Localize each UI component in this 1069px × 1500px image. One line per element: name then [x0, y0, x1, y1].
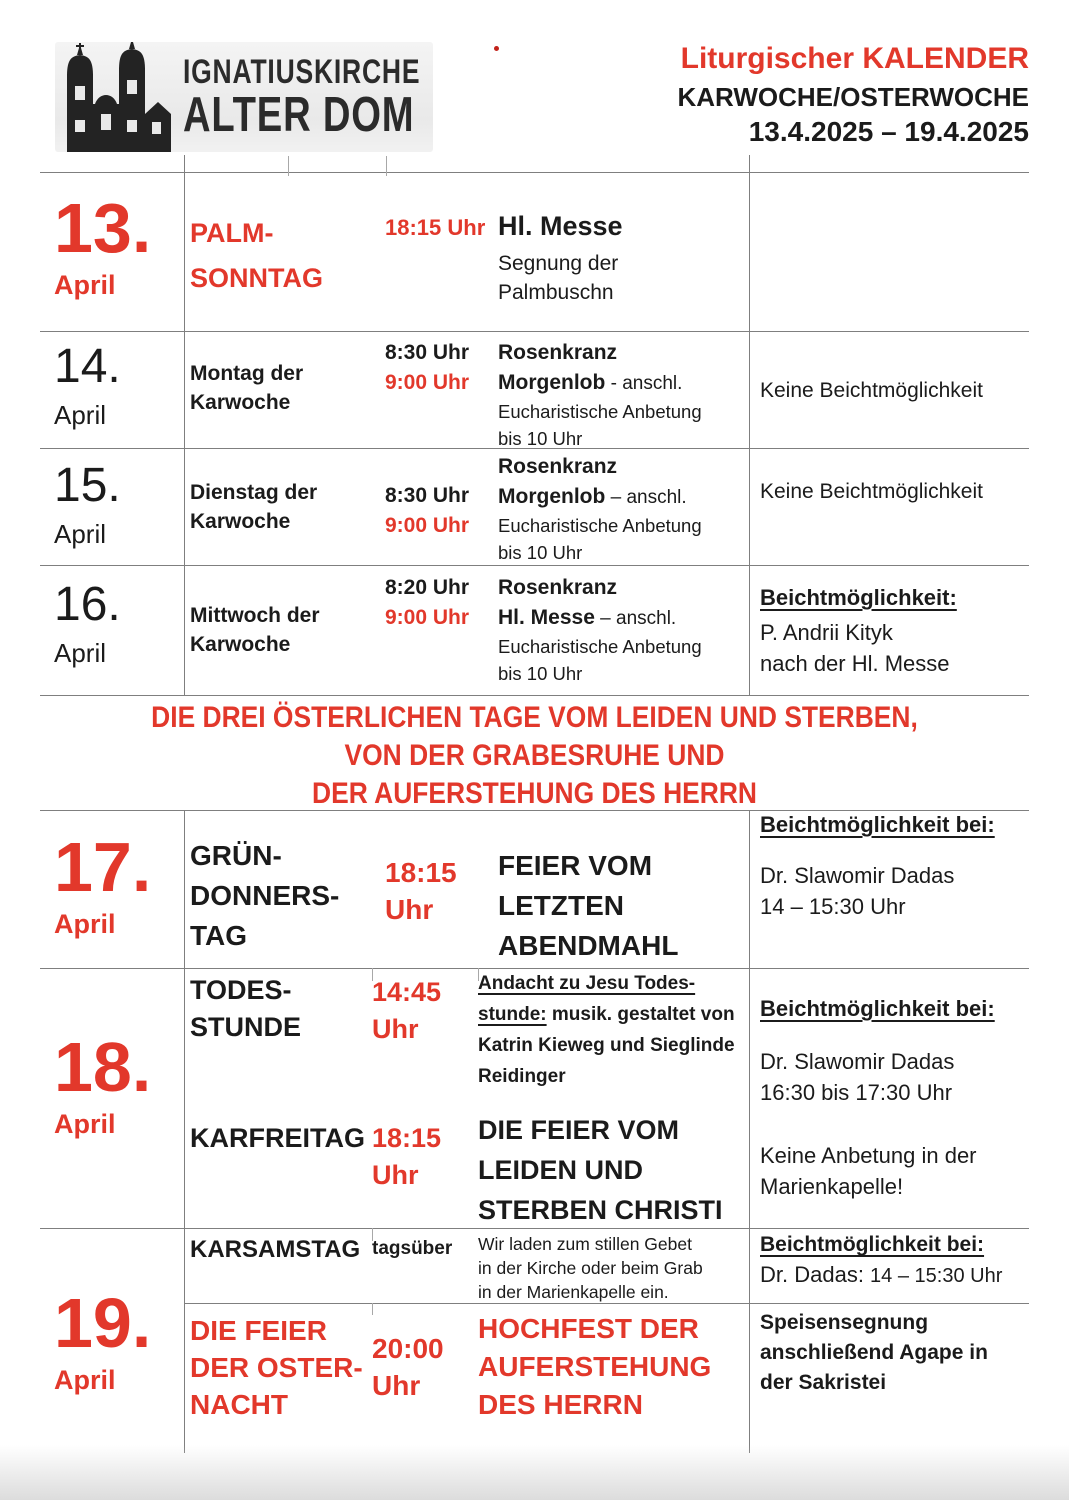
date-cell	[40, 1028, 184, 1140]
event-cell: Rosenkranz Hl. Messe – anschl. Eucharistische Anbetung bis 10 Uhr	[498, 576, 702, 684]
event-time: 14:45 Uhr	[372, 977, 442, 1044]
confession-note: Beichtmöglichkeit bei: Dr. Slawomir Dadas 16:30 bis 17:30 Uhr Keine Anbetung in der Marienkapelle!	[760, 996, 1022, 1202]
triduum-banner: DIE DREI ÖSTERLICHEN TAGE VOM LEIDEN UND STERBEN, VON DER GRABESRUHE UND DER AUFERSTEHUNG DES HERRN	[151, 701, 918, 810]
date-cell	[40, 828, 184, 940]
confession-heading: Beichtmöglichkeit bei:	[760, 1233, 985, 1256]
date-number: 16.	[54, 578, 121, 631]
row-april-19	[40, 1228, 1029, 1453]
confession-note: Beichtmöglichkeit bei: Dr. Dadas: 14 – 15:30 Uhr	[760, 1233, 1022, 1288]
date-number: 14.	[54, 340, 121, 393]
date-cell	[40, 189, 184, 301]
date-number: 19.	[54, 1284, 152, 1362]
day-label: PALM- SONNTAG	[190, 218, 323, 293]
red-dot-artifact	[494, 46, 499, 51]
day-label-todesstunde: TODES- STUNDE	[190, 975, 302, 1042]
date-cell	[40, 579, 184, 669]
day-label: GRÜN- DONNERS- TAG	[190, 840, 340, 951]
event-cell: Andacht zu Jesu Todes-stunde: musik. gestaltet von Katrin Kieweg und Sieglinde Reidinger	[478, 973, 735, 1087]
row-april-17	[40, 810, 1029, 968]
event-cell: FEIER VOM LETZTEN ABENDMAHL	[498, 850, 679, 961]
event-time: tagsüber	[372, 1238, 453, 1259]
date-cell	[40, 460, 184, 550]
row-april-13	[40, 173, 1029, 331]
row-april-14	[40, 331, 1029, 448]
event-cell: Rosenkranz Morgenlob - anschl. Eucharistische Anbetung bis 10 Uhr	[498, 341, 702, 449]
church-towers-icon	[57, 42, 179, 154]
date-cell	[40, 1284, 184, 1396]
event-cell: HOCHFEST DER AUFERSTEHUNG DES HERRN	[478, 1313, 712, 1420]
date-month: April	[54, 399, 107, 430]
date-month: April	[54, 518, 107, 549]
table-divider	[40, 695, 1029, 696]
date-month: April	[54, 908, 116, 939]
calendar-date-range: 13.4.2025 – 19.4.2025	[748, 116, 1029, 147]
day-label-osternacht: DIE FEIER DER OSTER- NACHT	[190, 1315, 363, 1420]
event-time: 18:15 Uhr	[385, 857, 457, 925]
calendar-header	[678, 44, 1030, 146]
confession-heading: Beichtmöglichkeit bei:	[760, 996, 995, 1021]
event-time: 18:15 Uhr	[385, 215, 486, 240]
date-month: April	[54, 1364, 116, 1395]
date-number: 13.	[54, 189, 152, 267]
date-month: April	[54, 637, 107, 668]
event-cell: Wir laden zum stillen Gebet in der Kirche oder beim Grab in der Marienkapelle ein.	[478, 1234, 703, 1302]
calendar-title: Liturgischer KALENDER	[680, 42, 1029, 75]
event-cell: DIE FEIER VOM LEIDEN UND STERBEN CHRISTI	[478, 1115, 723, 1225]
confession-note: Keine Beichtmöglichkeit	[760, 480, 983, 503]
logo-line-2: ALTER DOM	[183, 88, 415, 142]
row-april-18	[40, 968, 1029, 1228]
confession-heading: Beichtmöglichkeit:	[760, 585, 957, 610]
event-time: 8:30 Uhr 9:00 Uhr	[385, 484, 470, 537]
date-month: April	[54, 1108, 116, 1139]
event-cell: Hl. Messe Segnung der Palmbuschn	[498, 209, 786, 307]
confession-heading: Beichtmöglichkeit bei:	[760, 812, 995, 837]
event-time: 8:20 Uhr 9:00 Uhr	[385, 576, 470, 629]
date-month: April	[54, 269, 116, 300]
blessing-note: Speisensegnung anschließend Agape in der Sakristei	[760, 1311, 988, 1394]
day-label: Dienstag der Karwoche	[190, 481, 318, 533]
confession-note: Beichtmöglichkeit: P. Andrii Kityk nach der Hl. Messe	[760, 585, 1022, 679]
event-time: 18:15 Uhr	[372, 1123, 442, 1190]
event-time: 20:00 Uhr	[372, 1333, 444, 1401]
date-cell	[40, 341, 184, 431]
event-cell: Rosenkranz Morgenlob – anschl. Eucharistische Anbetung bis 10 Uhr	[498, 455, 702, 563]
page-edge-shadow	[0, 1445, 1069, 1500]
confession-note: Beichtmöglichkeit bei: Dr. Slawomir Dadas 14 – 15:30 Uhr	[760, 812, 1022, 922]
row-april-15	[40, 448, 1029, 565]
day-label-karsamstag: KARSAMSTAG	[190, 1236, 361, 1263]
logo-title	[183, 54, 420, 140]
date-number: 17.	[54, 828, 152, 906]
day-label: Mittwoch der Karwoche	[190, 604, 320, 656]
date-number: 18.	[54, 1028, 152, 1106]
logo-line-1: IGNATIUSKIRCHE	[183, 53, 421, 91]
day-label: Montag der Karwoche	[190, 362, 304, 414]
date-number: 15.	[54, 459, 121, 512]
event-time: 8:30 Uhr 9:00 Uhr	[385, 341, 470, 394]
calendar-subtitle: KARWOCHE/OSTERWOCHE	[677, 82, 1029, 112]
day-label-karfreitag: KARFREITAG	[190, 1123, 365, 1153]
confession-note: Keine Beichtmöglichkeit	[760, 379, 983, 402]
event-title: Hl. Messe	[498, 211, 623, 241]
row-april-16	[40, 565, 1029, 695]
church-logo	[55, 42, 433, 152]
